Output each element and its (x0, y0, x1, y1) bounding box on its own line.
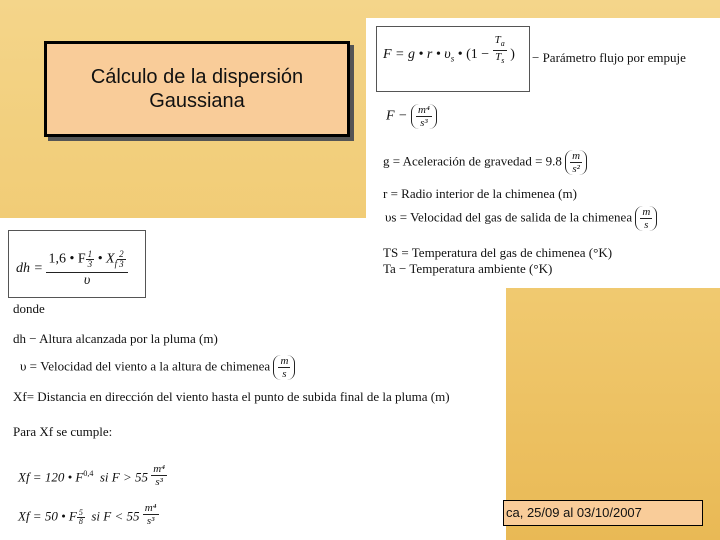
formula-xf-case-1: Xf = 120 • F$^{0,4}$ si F > 55 $\frac{\text{m⁴}}{\text{s³}}$ (18, 462, 165, 488)
def-gravity: g = Aceleración de gravedad = 9.8 $\frac{m}{\text{s²}}$ (383, 150, 587, 175)
formula-dh: dh = 1,6 • F $\frac{1}{3}$ • $X_f$ $\frac{2}{3}$ υ (16, 250, 128, 288)
def-wind-velocity: υ = Velocidad del viento a la altura de chimenea $\frac{m}{s}$ (20, 355, 295, 380)
footer-date: ca, 25/09 al 03/10/2007 (503, 500, 703, 526)
title-line-1: Cálculo de la dispersión (90, 66, 304, 88)
label-para-xf: Para Xf se cumple: (13, 424, 113, 439)
def-plume-height: dh − Altura alcanzada por la pluma (m) (13, 331, 218, 346)
def-xf-distance: Xf= Distancia en dirección del viento hasta el punto de subida final de la pluma (m) (13, 389, 450, 404)
formula-f: F = g • r • $\upsilon_s$ • (1 − $\frac{T_a}{T_s}$ ) (383, 34, 515, 66)
formula-f-description: − Parámetro flujo por empuje (532, 50, 686, 65)
def-gas-velocity: υs = Velocidad del gas de salida de la chimenea $\frac{m}{s}$ (385, 206, 657, 231)
def-radius: r = Radio interior de la chimenea (m) (383, 186, 577, 201)
formula-xf-case-2: Xf = 50 • F $\frac{5}{8}$ si F < 55 $\frac{\text{m⁴}}{\text{s³}}$ (18, 502, 157, 527)
def-ambient-temperature: Ta − Temperatura ambiente (°K) (383, 261, 553, 276)
slide-title (44, 41, 350, 137)
label-donde: donde (13, 301, 45, 316)
def-stack-temperature: TS = Temperatura del gas de chimenea (°K) (383, 245, 613, 260)
formula-f-units: F − $\frac{\text{m⁴}}{\text{s³}}$ (386, 104, 437, 129)
title-line-2: Gaussiana (149, 90, 245, 112)
